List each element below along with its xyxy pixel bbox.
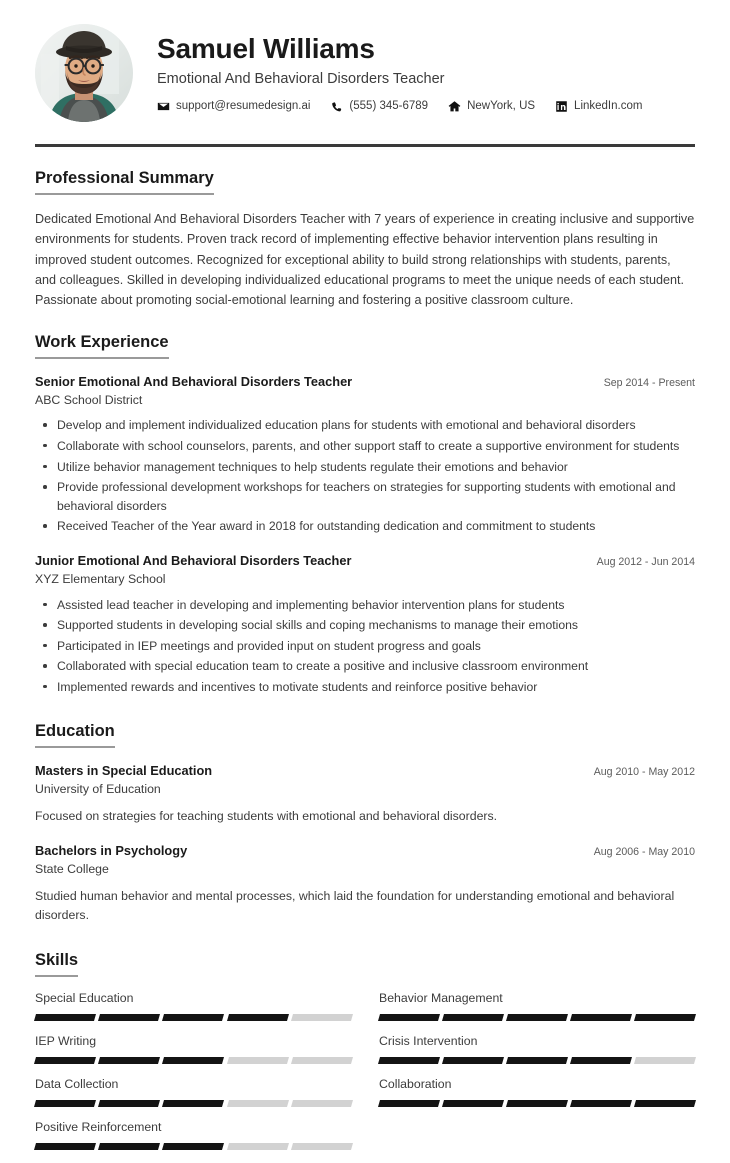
list-item: Provide professional development workshops for teachers on strategies for supporting students with emotional and behavioral disorders	[35, 478, 695, 515]
skill-rating-segment	[162, 1143, 224, 1150]
work-entry	[35, 373, 695, 536]
skill-rating-bar	[35, 1143, 352, 1150]
list-item: Collaborate with school counselors, parents, and other support staff to create a supportive environment for students	[35, 437, 695, 456]
work-entry-organization: ABC School District	[35, 392, 143, 407]
work-entry-organization: XYZ Elementary School	[35, 571, 166, 586]
skill-rating-segment	[98, 1057, 160, 1064]
skill-rating-segment	[378, 1057, 440, 1064]
education-degree: Bachelors in Psychology	[35, 842, 188, 858]
education-description: Focused on strategies for teaching students with emotional and behavioral disorders.	[35, 808, 498, 823]
contact-row	[157, 100, 695, 113]
skill-rating-segment	[634, 1057, 696, 1064]
skill-rating-bar	[379, 1057, 695, 1064]
education-entry-head	[35, 842, 695, 859]
work-entry-head	[35, 373, 695, 390]
education-date: Aug 2010 - May 2012	[593, 766, 695, 779]
contact-email[interactable]	[157, 100, 310, 113]
skill-rating-segment	[442, 1100, 504, 1107]
skill-rating-segment	[506, 1057, 568, 1064]
skill-rating-segment	[162, 1014, 224, 1021]
education-entry	[35, 842, 695, 925]
skill-rating-bar	[379, 1100, 695, 1107]
skill-rating-segment	[570, 1057, 632, 1064]
skill-item	[35, 991, 352, 1034]
skill-rating-bar	[35, 1100, 352, 1107]
contact-linkedin[interactable]	[555, 100, 642, 113]
section-title-work: Work Experience	[35, 333, 169, 359]
education-description: Studied human behavior and mental processes, which laid the foundation for understanding emotional and behavioral disorders.	[35, 888, 675, 922]
list-item: Utilize behavior management techniques to help students regulate their emotions and behavior	[35, 458, 695, 477]
work-entry-bullets	[35, 416, 695, 535]
section-professional-summary	[35, 147, 695, 311]
summary-body	[35, 195, 695, 311]
section-title-summary: Professional Summary	[35, 169, 214, 195]
list-item: Supported students in developing social skills and coping mechanisms to manage their emotions	[35, 616, 695, 635]
resume-header	[35, 0, 695, 130]
education-institution: University of Education	[35, 782, 161, 797]
skill-rating-segment	[291, 1014, 353, 1021]
skill-item	[35, 1120, 352, 1163]
education-date: Aug 2006 - May 2010	[593, 845, 695, 858]
list-item: Collaborated with special education team to create a positive and inclusive classroom environment	[35, 657, 695, 676]
skill-label: Behavior Management	[379, 990, 503, 1005]
section-title-skills: Skills	[35, 951, 78, 977]
skill-rating-segment	[98, 1143, 160, 1150]
skill-label: Data Collection	[35, 1076, 119, 1091]
skill-rating-segment	[34, 1100, 96, 1107]
skill-item	[35, 1077, 352, 1120]
contact-location[interactable]	[448, 100, 535, 113]
skill-rating-segment	[162, 1100, 224, 1107]
phone-icon	[330, 100, 343, 113]
skill-rating-segment	[442, 1057, 504, 1064]
work-body	[35, 359, 695, 697]
education-entry	[35, 762, 695, 826]
skill-rating-segment	[227, 1014, 289, 1021]
skills-grid	[35, 991, 695, 1163]
skill-rating-segment	[378, 1014, 440, 1021]
skill-rating-segment	[227, 1100, 289, 1107]
list-item: Received Teacher of the Year award in 2018 for outstanding dedication and commitment to students	[35, 517, 695, 536]
job-title: Emotional And Behavioral Disorders Teacher	[157, 70, 445, 87]
contact-phone-label: (555) 345-6789	[349, 100, 429, 113]
skill-rating-segment	[634, 1100, 696, 1107]
education-institution: State College	[35, 862, 109, 877]
list-item: Assisted lead teacher in developing and implementing behavior intervention plans for students	[35, 596, 695, 615]
work-entry-role: Junior Emotional And Behavioral Disorders Teacher	[35, 552, 352, 568]
contact-linkedin-label: LinkedIn.com	[574, 100, 643, 113]
contact-email-label: support@resumedesign.ai	[176, 100, 311, 113]
list-item: Develop and implement individualized education plans for students with emotional and behavioral disorders	[35, 416, 695, 435]
skill-label: Positive Reinforcement	[35, 1119, 162, 1134]
header-text-block	[149, 33, 695, 112]
education-degree: Masters in Special Education	[35, 763, 213, 779]
skill-rating-segment	[506, 1100, 568, 1107]
work-entry-bullets	[35, 596, 695, 697]
skill-rating-segment	[98, 1100, 160, 1107]
skill-rating-segment	[34, 1143, 96, 1150]
skill-rating-segment	[162, 1057, 224, 1064]
skill-label: Special Education	[35, 990, 134, 1005]
skill-rating-segment	[98, 1014, 160, 1021]
skill-label: IEP Writing	[35, 1033, 97, 1048]
section-education	[35, 700, 695, 925]
work-entry-role: Senior Emotional And Behavioral Disorders Teacher	[35, 373, 353, 389]
skill-rating-segment	[570, 1100, 632, 1107]
work-entry-head	[35, 552, 695, 569]
list-item: Participated in IEP meetings and provided input on student progress and goals	[35, 637, 695, 656]
skill-rating-segment	[227, 1057, 289, 1064]
skill-rating-segment	[291, 1057, 353, 1064]
work-entry-date: Sep 2014 - Present	[603, 376, 695, 389]
home-icon	[448, 100, 461, 113]
skill-rating-bar	[379, 1014, 695, 1021]
profile-photo-illustration	[35, 24, 133, 122]
education-body	[35, 748, 695, 925]
section-skills	[35, 929, 695, 1163]
contact-phone[interactable]	[330, 100, 428, 113]
skill-rating-bar	[35, 1057, 352, 1064]
skill-rating-segment	[291, 1143, 353, 1150]
skill-rating-segment	[34, 1014, 96, 1021]
work-entry-date: Aug 2012 - Jun 2014	[596, 555, 695, 568]
contact-location-label: NewYork, US	[467, 100, 536, 113]
work-entry	[35, 552, 695, 697]
skill-item	[35, 1034, 352, 1077]
education-entry-head	[35, 762, 695, 779]
skill-rating-segment	[570, 1014, 632, 1021]
section-work-experience	[35, 311, 695, 697]
section-title-education: Education	[35, 722, 115, 748]
skill-item	[379, 1034, 695, 1077]
skills-body	[35, 977, 695, 1163]
skill-rating-bar	[35, 1014, 352, 1021]
summary-text: Dedicated Emotional And Behavioral Disorders Teacher with 7 years of experience in creating inclusive and supportive environments for students. Proven track record of implementing effective behavior intervention plans resulting in improved student outcomes. Recognized for exceptional ability to build strong relationships with students, parents, and colleagues. Skilled in developing individualized educational programs to meet the unique needs of each student. Passionate about promoting social-emotional learning and fostering a positive classroom culture.	[35, 211, 695, 308]
skill-item	[379, 1077, 695, 1120]
skill-label: Collaboration	[379, 1076, 452, 1091]
envelope-icon	[157, 100, 170, 113]
skill-rating-segment	[291, 1100, 353, 1107]
skill-rating-segment	[378, 1100, 440, 1107]
skill-rating-segment	[506, 1014, 568, 1021]
linkedin-icon	[555, 100, 568, 113]
skill-rating-segment	[227, 1143, 289, 1150]
avatar	[35, 24, 133, 122]
page-title: Samuel Williams	[157, 33, 375, 65]
skill-rating-segment	[634, 1014, 696, 1021]
skill-rating-segment	[34, 1057, 96, 1064]
skill-label: Crisis Intervention	[379, 1033, 478, 1048]
skill-rating-segment	[442, 1014, 504, 1021]
skill-item	[379, 991, 695, 1034]
list-item: Implemented rewards and incentives to motivate students and reinforce positive behavior	[35, 678, 695, 697]
